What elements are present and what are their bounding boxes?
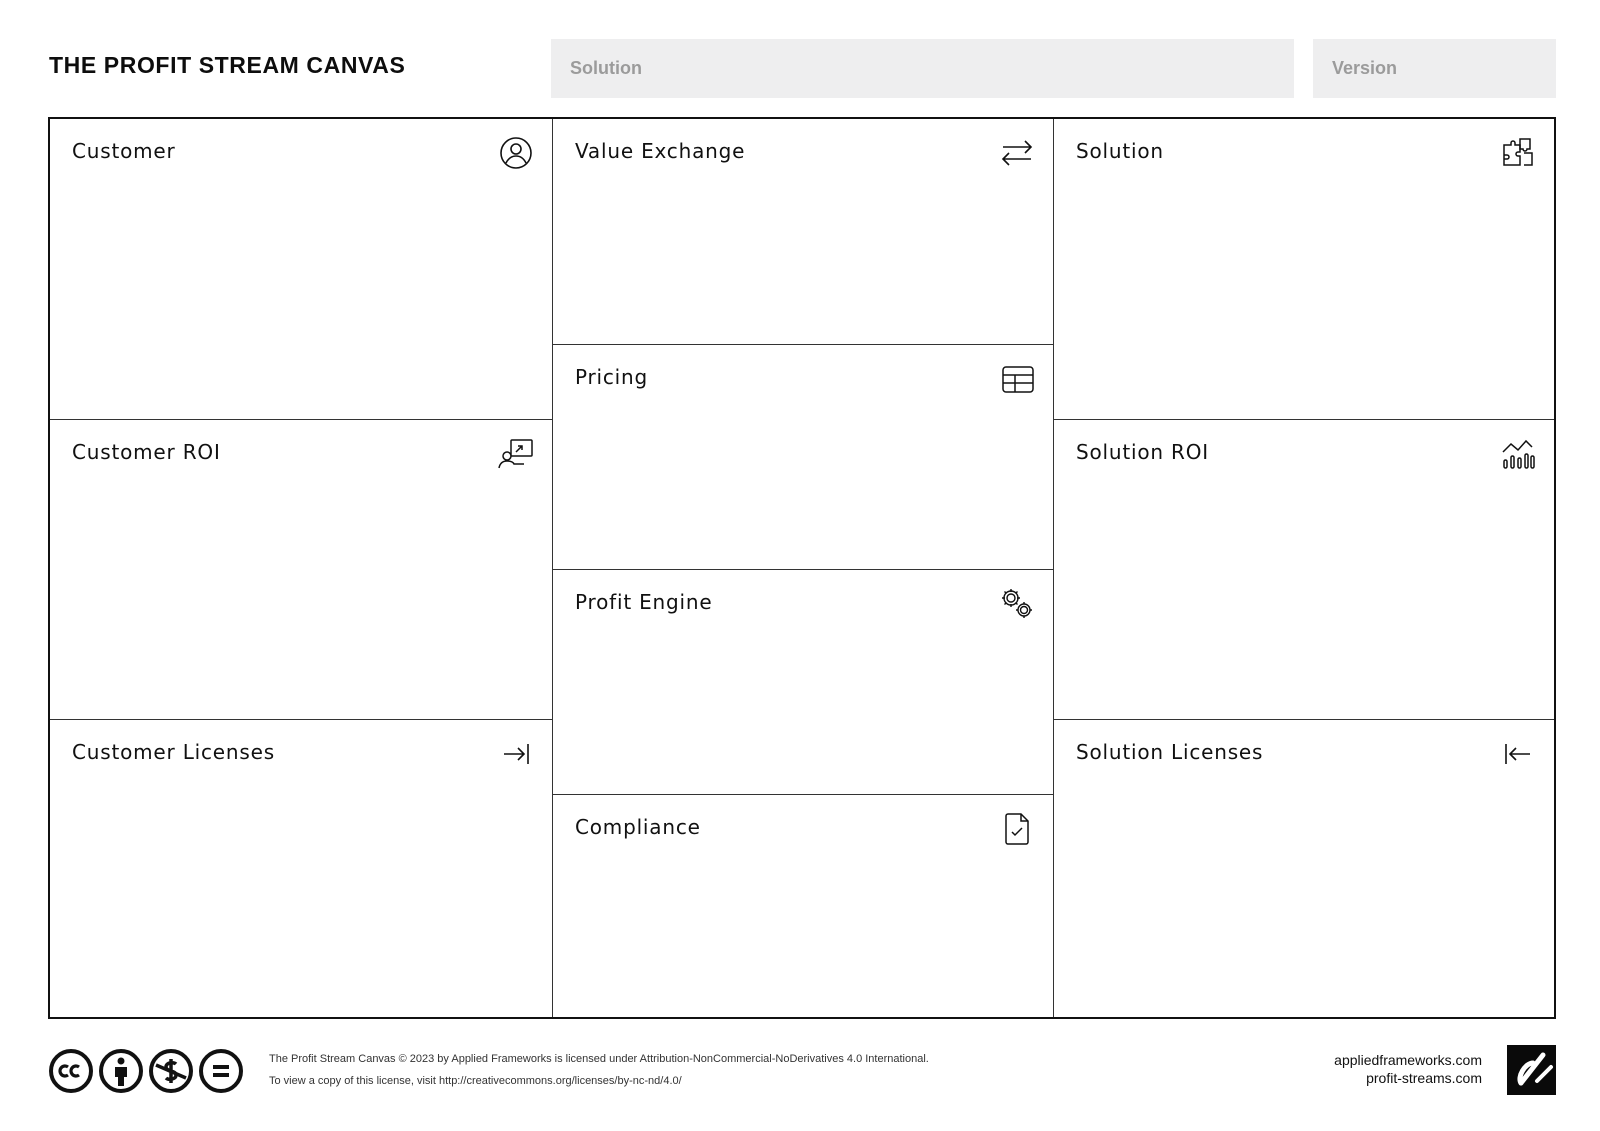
customer-roi-block[interactable] xyxy=(50,419,552,719)
block-label: Pricing xyxy=(575,365,649,389)
customer-licenses-block[interactable] xyxy=(50,719,552,1017)
customer-block[interactable] xyxy=(50,119,552,419)
nc-icon xyxy=(148,1048,194,1094)
by-icon xyxy=(98,1048,144,1094)
block-label: Solution Licenses xyxy=(1076,740,1264,764)
user-presentation-icon xyxy=(498,436,534,472)
pricing-block[interactable] xyxy=(553,344,1053,569)
site-link-appliedframeworks[interactable]: appliedframeworks.com xyxy=(1334,1052,1482,1068)
solution-licenses-block[interactable] xyxy=(1054,719,1554,1017)
block-label: Solution xyxy=(1076,139,1164,163)
site-link-profit-streams[interactable]: profit-streams.com xyxy=(1366,1070,1482,1086)
table-icon xyxy=(999,361,1035,397)
canvas-grid xyxy=(48,117,1556,1019)
chart-growth-icon xyxy=(1500,436,1536,472)
block-label: Value Exchange xyxy=(575,139,746,163)
user-circle-icon xyxy=(498,135,534,171)
block-label: Customer xyxy=(72,139,176,163)
block-label: Customer Licenses xyxy=(72,740,275,764)
gears-icon xyxy=(999,586,1035,622)
block-label: Compliance xyxy=(575,815,701,839)
right-column xyxy=(1054,119,1554,1017)
brand-logo xyxy=(1507,1045,1556,1095)
middle-column xyxy=(552,119,1054,1017)
creative-commons-badges xyxy=(48,1048,244,1094)
solution-roi-block[interactable] xyxy=(1054,419,1554,719)
version-field[interactable]: Version xyxy=(1313,39,1556,98)
arrow-left-from-bar-icon xyxy=(1500,736,1536,772)
arrow-right-to-bar-icon xyxy=(498,736,534,772)
block-label: Customer ROI xyxy=(72,440,221,464)
cc-icon xyxy=(48,1048,94,1094)
license-text: The Profit Stream Canvas © 2023 by Applied Frameworks is licensed under Attribution-NonCommercial-NoDerivatives 4.0 International. xyxy=(269,1053,929,1065)
block-label: Profit Engine xyxy=(575,590,713,614)
page-title: THE PROFIT STREAM CANVAS xyxy=(49,52,406,78)
nd-icon xyxy=(198,1048,244,1094)
footer-sites xyxy=(1334,1051,1482,1087)
puzzle-icon xyxy=(1500,135,1536,171)
block-label: Solution ROI xyxy=(1076,440,1209,464)
solution-block[interactable] xyxy=(1054,119,1554,419)
file-check-icon xyxy=(999,811,1035,847)
compliance-block[interactable] xyxy=(553,794,1053,1017)
left-column xyxy=(50,119,552,1017)
license-link-text[interactable]: To view a copy of this license, visit http://creativecommons.org/licenses/by-nc-nd/4.0/ xyxy=(269,1075,682,1087)
solution-field[interactable]: Solution xyxy=(551,39,1294,98)
profit-engine-block[interactable] xyxy=(553,569,1053,794)
arrows-exchange-icon xyxy=(999,135,1035,171)
value-exchange-block[interactable] xyxy=(553,119,1053,344)
